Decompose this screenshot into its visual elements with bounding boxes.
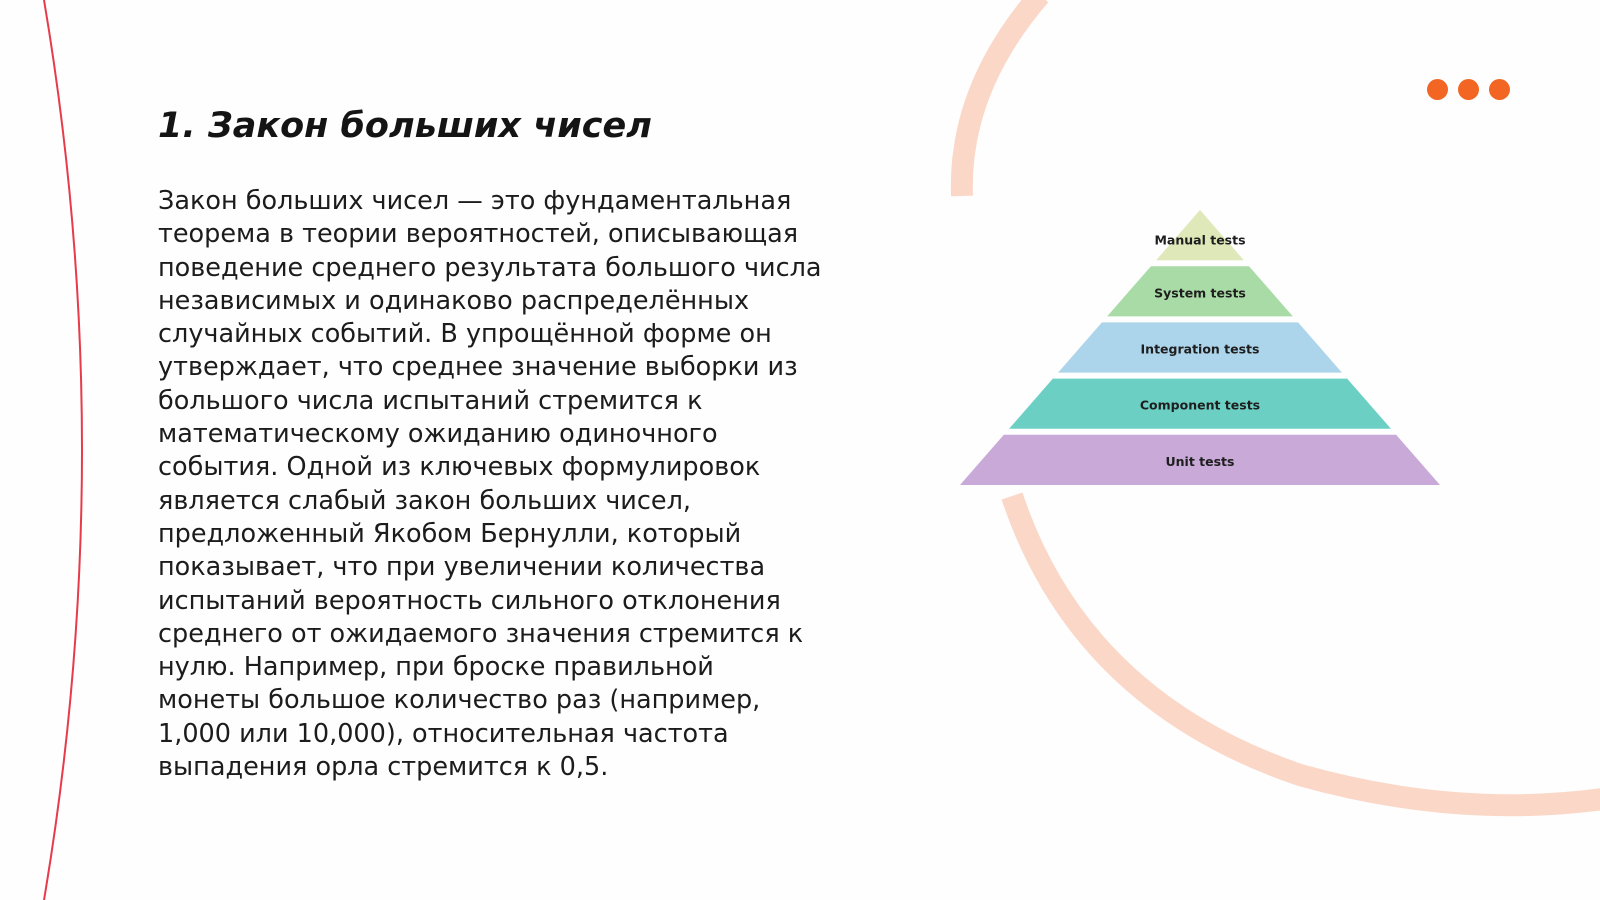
slide-body-text: Закон больших чисел — это фундаментальная теорема в теории вероятностей, описывающая поведение среднего результата большого числа независимых и одинаково распределённых случайных событий. В упрощённой форме он утверждает, что среднее значение выборки из большого числа испытаний стремится к математическому ожиданию одиночного события. Одной из ключевых формулировок является слабый закон больших чисел, предложенный Якобом Бернулли, который показывает, что при увеличении количества испытаний вероятность сильного отклонения среднего от ожидаемого значения стремится к нулю. Например, при броске правильной монеты большое количество раз (например, 1,000 или 10,000), относительная частота выпадения орла стремится к 0,5.: [158, 186, 822, 783]
pyramid-level-label: Unit tests: [1165, 453, 1235, 469]
pyramid-level-label: Manual tests: [1154, 232, 1246, 248]
left-edge-curve: [44, 0, 82, 900]
pyramid-level-label: Component tests: [1139, 397, 1261, 413]
slide-title: 1. Закон больших чисел: [158, 106, 652, 146]
dot: [1427, 79, 1448, 100]
pyramid-level-label: Integration tests: [1140, 341, 1260, 357]
pyramid-level-label: System tests: [1154, 285, 1246, 301]
dot: [1458, 79, 1479, 100]
test-pyramid-diagram: [955, 205, 1445, 490]
more-dots-icon: [1427, 79, 1510, 100]
peach-arc-top: [962, 0, 1040, 196]
dot: [1489, 79, 1510, 100]
peach-arc-bottom: [1012, 496, 1600, 805]
